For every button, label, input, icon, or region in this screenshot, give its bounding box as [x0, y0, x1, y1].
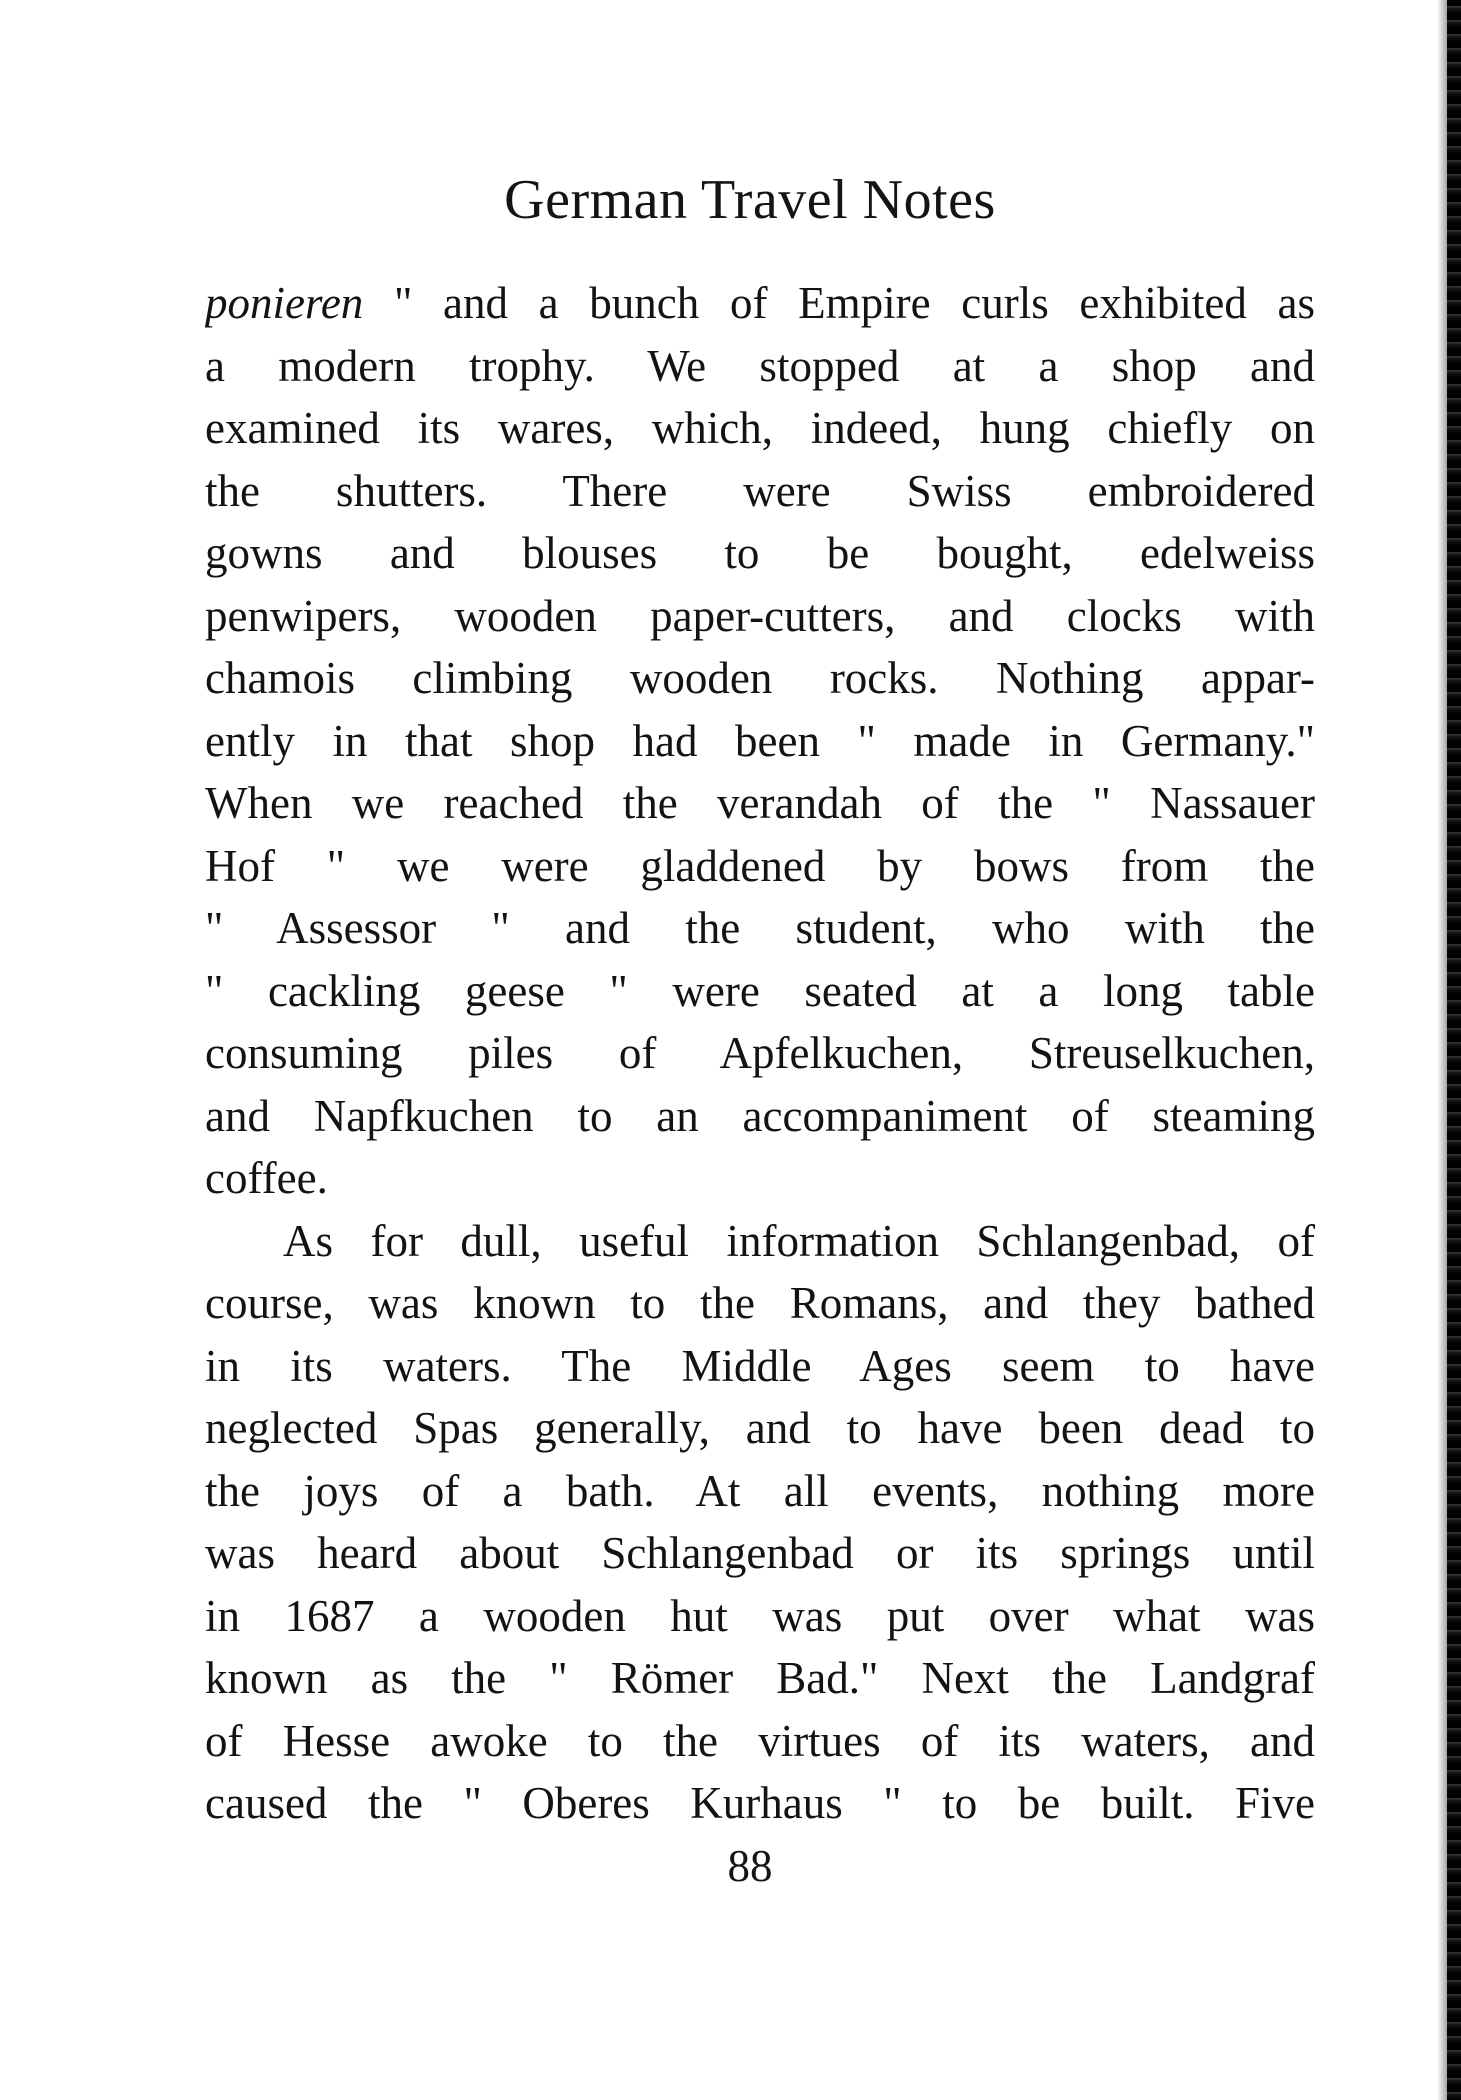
binding-shadow	[1437, 0, 1447, 2100]
text-line: Hof " we were gladdened by bows from the	[205, 840, 1315, 891]
text-line: examined its wares, which, indeed, hung chiefly on	[205, 403, 1315, 453]
text-line: consuming piles of Apfelkuchen, Streuselkuchen,	[205, 1028, 1315, 1078]
text-line: known as the " Römer Bad." Next the Landgraf	[205, 1653, 1315, 1703]
text-line: When we reached the verandah of the " Nassauer	[205, 778, 1315, 828]
page-number: 88	[727, 1841, 773, 1891]
body-text	[205, 272, 1315, 1835]
text-line: " cackling geese " were seated at a long table	[205, 965, 1315, 1016]
text-line: ently in that shop had been " made in Germany."	[205, 715, 1315, 766]
text-line: neglected Spas generally, and to have been dead to	[205, 1403, 1315, 1453]
text-line: was heard about Schlangenbad or its springs until	[205, 1528, 1315, 1578]
text-line: " Assessor " and the student, who with the	[205, 903, 1315, 953]
text-line: gowns and blouses to be bought, edelweiss	[205, 528, 1315, 578]
text-line: penwipers, wooden paper-cutters, and clocks with	[205, 590, 1315, 641]
text-line: of Hesse awoke to the virtues of its waters, and	[205, 1715, 1315, 1766]
text-line: coffee.	[205, 1153, 328, 1203]
text-line: a modern trophy. We stopped at a shop and	[205, 340, 1315, 391]
line-text: " and a bunch of Empire curls exhibited as	[363, 278, 1315, 328]
text-line: in its waters. The Middle Ages seem to have	[205, 1340, 1315, 1391]
text-line	[205, 272, 1315, 335]
text-line: caused the " Oberes Kurhaus " to be built. Five	[205, 1778, 1315, 1828]
text-line: course, was known to the Romans, and they bathed	[205, 1278, 1315, 1328]
page-edge	[1447, 0, 1461, 2100]
running-head: German Travel Notes	[504, 169, 996, 231]
text-line: As for dull, useful information Schlangenbad, of	[283, 1215, 1315, 1266]
text-line: the shutters. There were Swiss embroidered	[205, 465, 1315, 516]
italic-fragment: ponieren	[205, 278, 364, 328]
text-line: the joys of a bath. At all events, nothing more	[205, 1465, 1315, 1516]
text-line: in 1687 a wooden hut was put over what was	[205, 1590, 1315, 1641]
text-line: chamois climbing wooden rocks. Nothing appar-	[205, 653, 1315, 703]
text-line: and Napfkuchen to an accompaniment of steaming	[205, 1090, 1315, 1141]
